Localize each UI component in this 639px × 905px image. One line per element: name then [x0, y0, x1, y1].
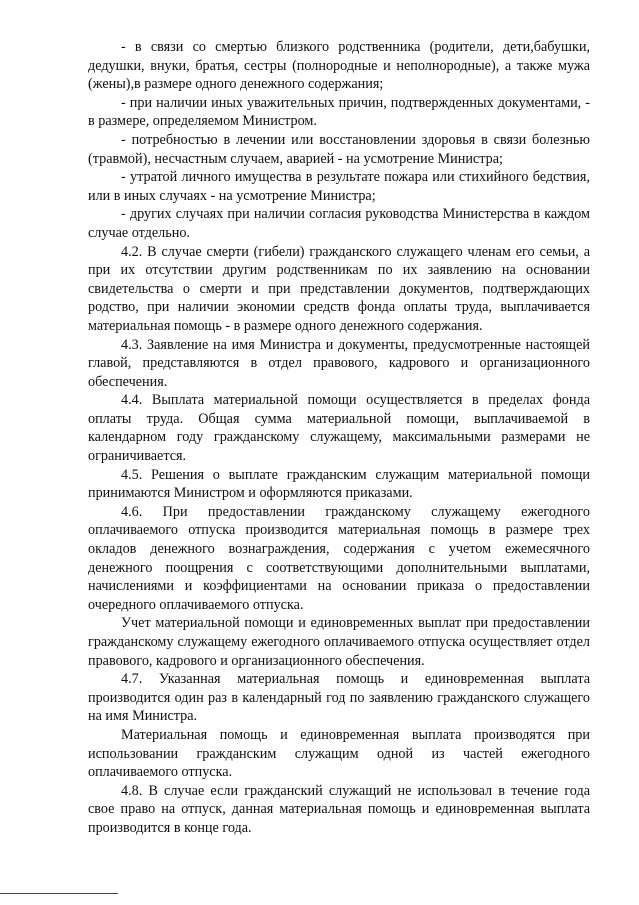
paragraph-4-7-usage: Материальная помощь и единовременная выплата производятся при использовании гражданским служащим одной из частей ежегодного оплачиваемого отпуска. — [88, 726, 590, 781]
paragraph-4-2: 4.2. В случае смерти (гибели) гражданского служащего членам его семьи, а при их отсутствии другим родственникам по их заявлению на основании свидетельства о смерти и при представлении документов, подтверждающих родство, при наличии экономии средств фонда оплаты труда, выплачивается материальная помощь - в размере одного денежного содержания. — [88, 243, 590, 334]
paragraph-4-5: 4.5. Решения о выплате гражданским служащим материальной помощи принимаются Министром и оформляются приказами. — [88, 466, 590, 502]
paragraph-4-8: 4.8. В случае если гражданский служащий не использовал в течение года свое право на отпуск, данная материальная помощь и единовременная выплата производится в конце года. — [88, 782, 590, 836]
paragraph-4-3: 4.3. Заявление на имя Министра и документы, предусмотренные настоящей главой, представляются в отдел правового, кадрового и организационного обеспечения. — [88, 336, 590, 390]
document-body — [88, 38, 590, 838]
bottom-divider — [0, 893, 118, 894]
paragraph-bullet-health: - потребностью в лечении или восстановлении здоровья в связи болезнью (травмой), несчастным случаем, аварией - на усмотрение Министра; — [88, 131, 590, 167]
paragraph-bullet-property-loss: - утратой личного имущества в результате пожара или стихийного бедствия, или в иных случаях - на усмотрение Министра; — [88, 169, 590, 204]
paragraph-4-6-accounting: Учет материальной помощи и единовременных выплат при предоставлении гражданскому служащему ежегодного оплачиваемого отпуска осуществляет отдел правового, кадрового и организационного обеспечения. — [88, 615, 590, 669]
paragraph-4-4: 4.4. Выплата материальной помощи осуществляется в пределах фонда оплаты труда. Общая сумма материальной помощи, выплачиваемой в календарном году гражданскому служащему, максимальными размерами не ограничивается. — [88, 392, 590, 465]
paragraph-4-6: 4.6. При предоставлении гражданскому служащему ежегодного оплачиваемого отпуска производится материальная помощь в размере трех окладов денежного вознаграждения, содержания с учетом ежемесячного денежного поощрения с соответствующими дополнительными выплатами, начислениями и коэффициентами на основании приказа о предоставлении очередного оплачиваемого отпуска. — [88, 503, 590, 613]
paragraph-4-7: 4.7. Указанная материальная помощь и единовременная выплата производится один раз в календарный год по заявлению гражданского служащего на имя Министра. — [88, 671, 590, 725]
paragraph-bullet-other-reasons: - при наличии иных уважительных причин, подтвержденных документами, - в размере, определяемом Министром. — [88, 94, 590, 130]
paragraph-bullet-other-cases: - других случаях при наличии согласия руководства Министерства в каждом случае отдельно. — [88, 206, 590, 241]
paragraph-bullet-relative-death: - в связи со смертью близкого родственника (родители, дети,бабушки, дедушки, внуки, братья, сестры (полнородные и неполнородные), а также мужа (жены),в размере одного денежного содержания; — [88, 39, 590, 93]
